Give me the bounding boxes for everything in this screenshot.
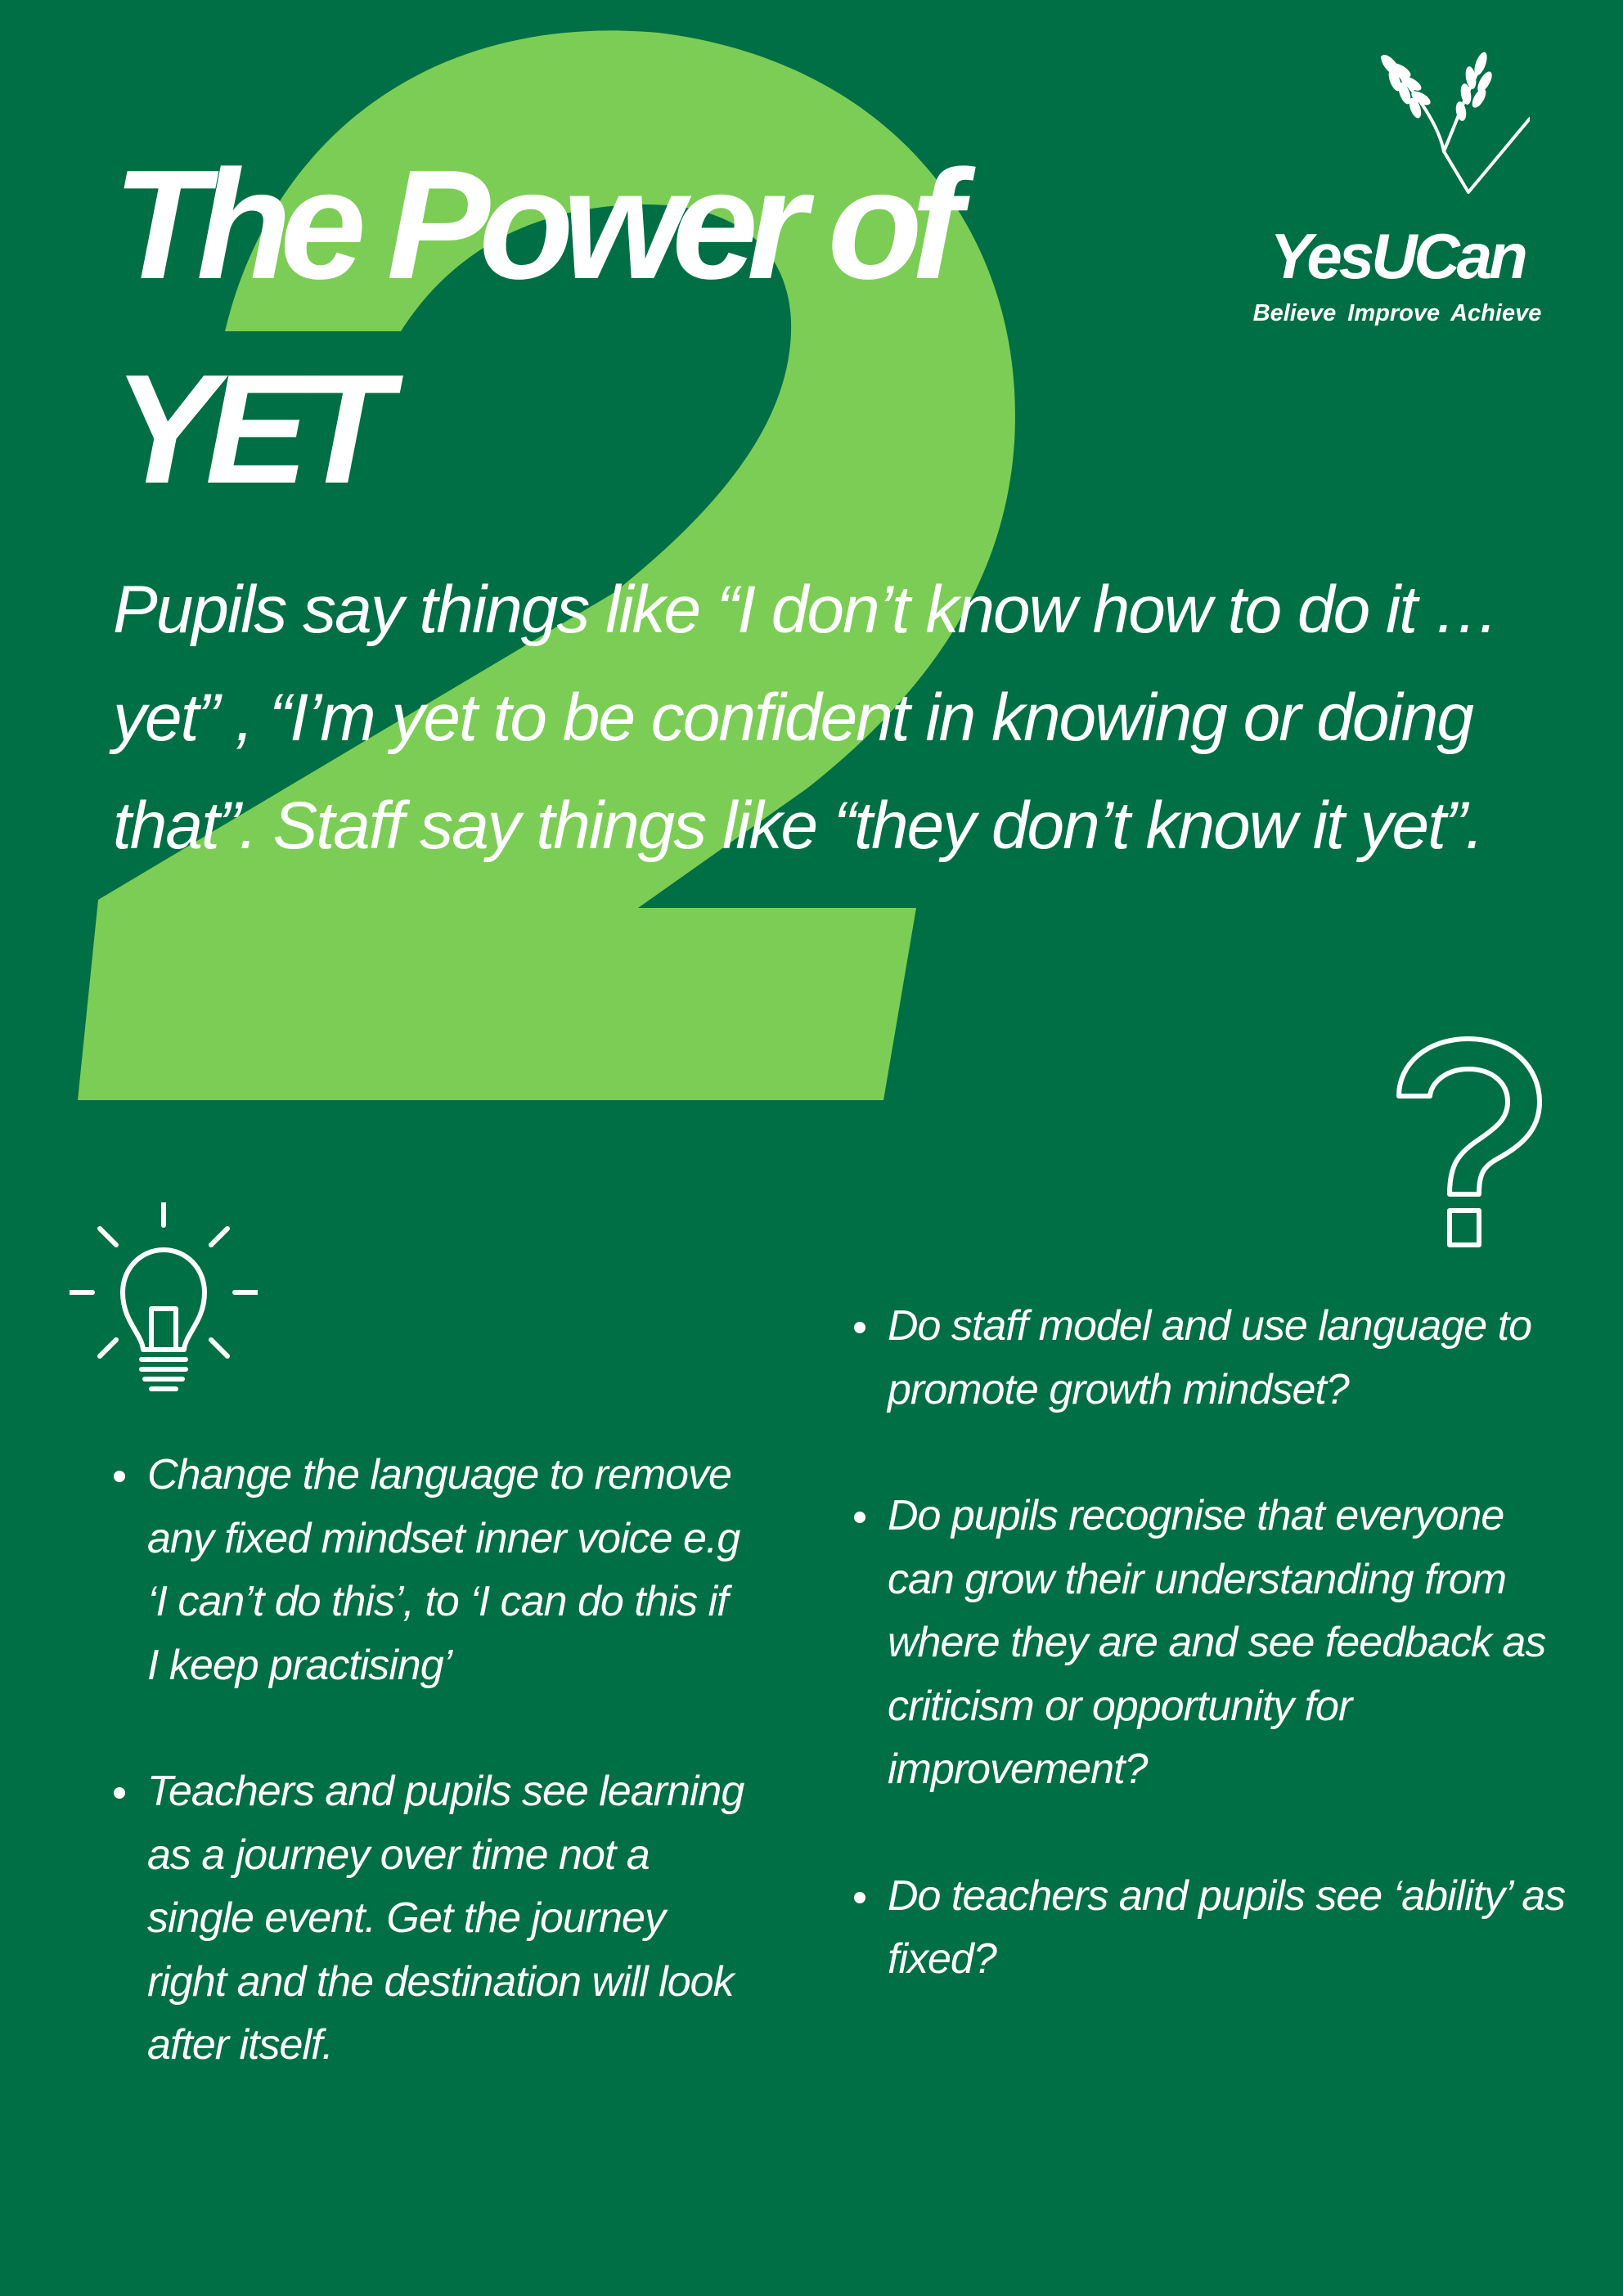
intro-paragraph: Pupils say things like “I don’t know how to do it … yet” , “I’m yet to be confident in knowing or doing that”. Staff say things like “they don’t know it yet”. bbox=[113, 573, 1499, 863]
list-item: Do staff model and use language to promote growth mindset? bbox=[851, 1295, 1571, 1422]
title-line-2: YET bbox=[113, 343, 381, 516]
logo-tagline: Believe Improve Achieve bbox=[1252, 300, 1542, 326]
poster-title bbox=[113, 123, 1062, 532]
list-item: Do teachers and pupils see ‘ability’ as fixed? bbox=[851, 1865, 1571, 1992]
logo-name: YesUCan bbox=[1270, 220, 1525, 292]
left-bullet-list bbox=[110, 1444, 749, 2141]
title-line-1: The Power of bbox=[113, 138, 951, 312]
yesucan-logo bbox=[1227, 41, 1554, 326]
list-item: Do pupils recognise that everyone can grow their understanding from where they are and see feedback as criticism or opportunity for improvement? bbox=[851, 1485, 1571, 1802]
lightbulb-icon bbox=[70, 1202, 258, 1399]
question-mark-icon bbox=[1391, 1035, 1546, 1256]
list-item: Change the language to remove any fixed mindset inner voice e.g ‘I can’t do this’, to ‘I can do this if I keep practising’ bbox=[110, 1444, 749, 1697]
wheat-tick-icon bbox=[1366, 41, 1530, 204]
right-bullet-list bbox=[851, 1295, 1571, 2055]
list-item: Teachers and pupils see learning as a journey over time not a single event. Get the journey right and the destination will look after itself. bbox=[110, 1760, 749, 2078]
